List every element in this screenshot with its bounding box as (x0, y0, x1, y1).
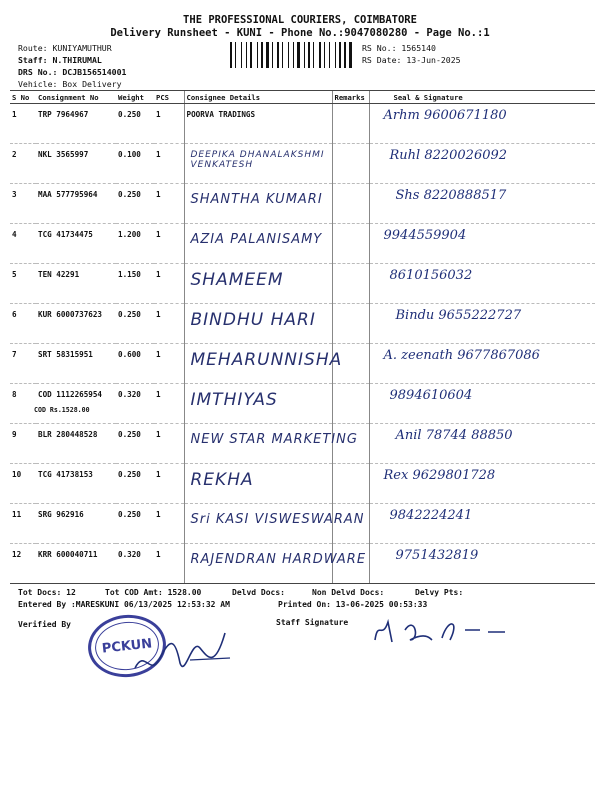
consignee-handwritten: SHAMEEM (190, 270, 284, 290)
consignee-handwritten: Sri KASI VISWESWARAN (190, 512, 365, 527)
row-weight: 1.150 (116, 264, 154, 304)
row-weight: 0.250 (116, 504, 154, 544)
row-signature (369, 304, 595, 344)
col-weight: Weight (116, 91, 154, 104)
barcode (230, 42, 355, 68)
row-sno: 1 (10, 104, 36, 144)
col-signature: Seal & Signature (369, 91, 595, 104)
row-remarks (332, 264, 369, 304)
row-remarks (332, 424, 369, 464)
vehicle: Vehicle: Box Delivery (18, 79, 122, 89)
rs-date: RS Date: 13-Jun-2025 (362, 55, 461, 65)
row-sno: 11 (10, 504, 36, 544)
handwritten-signature: Rex 9629801728 (383, 468, 496, 483)
row-consignment: TCG 41734475 (36, 224, 116, 264)
cod-amount-note: COD Rs.1528.00 (34, 406, 90, 414)
row-signature (369, 344, 595, 384)
total-cod: Tot COD Amt: 1528.00 (105, 588, 202, 597)
handwritten-signature: Shs 8220888517 (395, 188, 507, 203)
handwritten-signature: Anil 78744 88850 (395, 428, 513, 443)
consignee-handwritten: MEHARUNNISHA (190, 350, 343, 370)
row-consignment: BLR 280448528 (36, 424, 116, 464)
table-row (10, 184, 595, 224)
row-consignee (184, 464, 332, 504)
handwritten-signature: 9944559904 (383, 228, 467, 243)
row-consignment: TEN 42291 (36, 264, 116, 304)
row-sno: 5 (10, 264, 36, 304)
row-consignee (184, 264, 332, 304)
route: Route: KUNIYAMUTHUR (18, 43, 112, 53)
staff-signature (370, 610, 510, 650)
row-consignment: KUR 6000737623 (36, 304, 116, 344)
row-consignee (184, 344, 343, 384)
row-consignment: TCG 41738153 (36, 464, 116, 504)
consignee-handwritten: RAJENDRAN HARDWARE (190, 552, 367, 567)
row-sno: 6 (10, 304, 36, 344)
table-row (10, 264, 595, 304)
row-sno: 10 (10, 464, 36, 504)
handwritten-signature: Bindu 9655222727 (395, 308, 522, 323)
col-consignee: Consignee Details (184, 91, 332, 104)
table-row (10, 504, 595, 544)
row-remarks (332, 384, 369, 424)
handwritten-signature: A. zeenath 9677867086 (383, 348, 540, 363)
table-row (10, 104, 595, 144)
row-signature (369, 184, 595, 224)
delivered-docs: Delvd Docs: (232, 588, 285, 597)
row-weight: 0.250 (116, 104, 154, 144)
row-weight: 0.320 (116, 544, 154, 584)
row-remarks (332, 144, 369, 184)
handwritten-signature: Ruhl 8220026092 (389, 148, 508, 163)
rs-number: RS No.: 1565140 (362, 43, 436, 53)
consignee-handwritten: DEEPIKA DHANALAKSHMI VENKATESH (190, 150, 325, 170)
handwritten-signature: 9894610604 (389, 388, 473, 403)
consignee-handwritten: SHANTHA KUMARI (190, 192, 323, 207)
handwritten-signature: 8610156032 (389, 268, 473, 283)
row-remarks (332, 544, 369, 584)
row-weight: 0.600 (116, 344, 154, 384)
row-pcs: 1 (154, 544, 184, 584)
row-pcs: 1 (154, 264, 184, 304)
row-weight: 0.250 (116, 184, 154, 224)
row-consignment: TRP 7964967 (36, 104, 116, 144)
row-consignee (184, 144, 332, 184)
row-consignee (184, 384, 332, 424)
row-consignee (184, 504, 365, 544)
row-pcs: 1 (154, 224, 184, 264)
printed-on: Printed On: 13-06-2025 00:53:33 (278, 600, 428, 609)
stamp-text: PCKUN (101, 635, 153, 657)
row-consignment-text: COD 1112265954 (38, 390, 103, 399)
row-signature (369, 504, 595, 544)
row-weight: 0.320 (116, 384, 154, 424)
row-pcs: 1 (154, 464, 184, 504)
consignee-handwritten: BINDHU HARI (190, 310, 316, 330)
consignee-printed: POORVA TRADINGS (186, 110, 256, 119)
row-weight: 0.250 (116, 424, 154, 464)
row-consignment: SRG 962916 (36, 504, 116, 544)
row-sno: 9 (10, 424, 36, 464)
row-signature (369, 264, 595, 304)
row-weight: 1.200 (116, 224, 154, 264)
entered-by: Entered By :MARESKUNI 06/13/2025 12:53:32 AM (18, 600, 230, 609)
handwritten-signature: 9842224241 (389, 508, 473, 523)
total-docs: Tot Docs: 12 (18, 588, 76, 597)
table-row (10, 304, 595, 344)
row-signature (369, 104, 595, 144)
row-pcs: 1 (154, 504, 184, 544)
row-remarks (332, 344, 369, 384)
row-remarks (332, 104, 369, 144)
row-consignment: NKL 3565997 (36, 144, 116, 184)
row-consignee (184, 104, 332, 144)
table-row (10, 344, 595, 384)
row-signature (369, 144, 595, 184)
staff-signature-label: Staff Signature (276, 618, 349, 627)
row-pcs: 1 (154, 304, 184, 344)
row-consignment: SRT 58315951 (36, 344, 116, 384)
col-remarks: Remarks (332, 91, 369, 104)
table-header (10, 91, 595, 104)
row-sno: 12 (10, 544, 36, 584)
consignee-handwritten: IMTHIYAS (190, 390, 278, 410)
row-pcs: 1 (154, 104, 184, 144)
row-remarks (332, 224, 369, 264)
row-remarks (332, 504, 369, 544)
row-consignee (184, 184, 332, 224)
row-sno: 4 (10, 224, 36, 264)
table-row (10, 424, 595, 464)
row-pcs: 1 (154, 384, 184, 424)
row-weight: 0.250 (116, 464, 154, 504)
runsheet-table (10, 90, 595, 584)
table-row (10, 144, 595, 184)
handwritten-signature: Arhm 9600671180 (383, 108, 507, 123)
table-row (10, 224, 595, 264)
table-row (10, 544, 595, 584)
delivery-points: Delvy Pts: (415, 588, 464, 597)
row-remarks (332, 184, 369, 224)
row-signature (369, 544, 595, 584)
row-pcs: 1 (154, 184, 184, 224)
col-pcs: PCS (154, 91, 184, 104)
row-pcs: 1 (154, 144, 184, 184)
row-remarks (332, 304, 369, 344)
consignee-handwritten: REKHA (190, 470, 254, 490)
row-consignment: MAA 577795964 (36, 184, 116, 224)
row-signature (369, 424, 595, 464)
non-delivered-docs: Non Delvd Docs: (312, 588, 385, 597)
row-signature (369, 384, 595, 424)
row-consignee (184, 544, 367, 584)
row-sno: 7 (10, 344, 36, 384)
row-consignment: KRR 600040711 (36, 544, 116, 584)
staff: Staff: N.THIRUMAL (18, 55, 102, 65)
row-pcs: 1 (154, 344, 184, 384)
row-sno: 8 (10, 384, 36, 424)
row-consignee (184, 224, 332, 264)
row-consignment (36, 384, 116, 424)
row-signature (369, 464, 595, 504)
table-row (10, 384, 595, 424)
table-row (10, 464, 595, 504)
row-pcs: 1 (154, 424, 184, 464)
row-signature (369, 224, 595, 264)
runsheet-subtitle: Delivery Runsheet - KUNI - Phone No.:9047080280 - Page No.:1 (110, 27, 490, 39)
row-sno: 2 (10, 144, 36, 184)
col-sno: S No (10, 91, 36, 104)
verifier-signature (130, 618, 240, 682)
verified-by-label: Verified By (18, 620, 71, 629)
row-weight: 0.100 (116, 144, 154, 184)
row-consignee (184, 424, 358, 464)
drs-number: DRS No.: DCJB156514001 (18, 67, 127, 77)
row-sno: 3 (10, 184, 36, 224)
company-title: THE PROFESSIONAL COURIERS, COIMBATORE (183, 14, 417, 26)
handwritten-signature: 9751432819 (395, 548, 479, 563)
col-consignment: Consignment No (36, 91, 116, 104)
row-consignee (184, 304, 332, 344)
row-weight: 0.250 (116, 304, 154, 344)
row-remarks (332, 464, 369, 504)
consignee-handwritten: NEW STAR MARKETING (190, 432, 358, 447)
consignee-handwritten: AZIA PALANISAMY (190, 232, 323, 247)
